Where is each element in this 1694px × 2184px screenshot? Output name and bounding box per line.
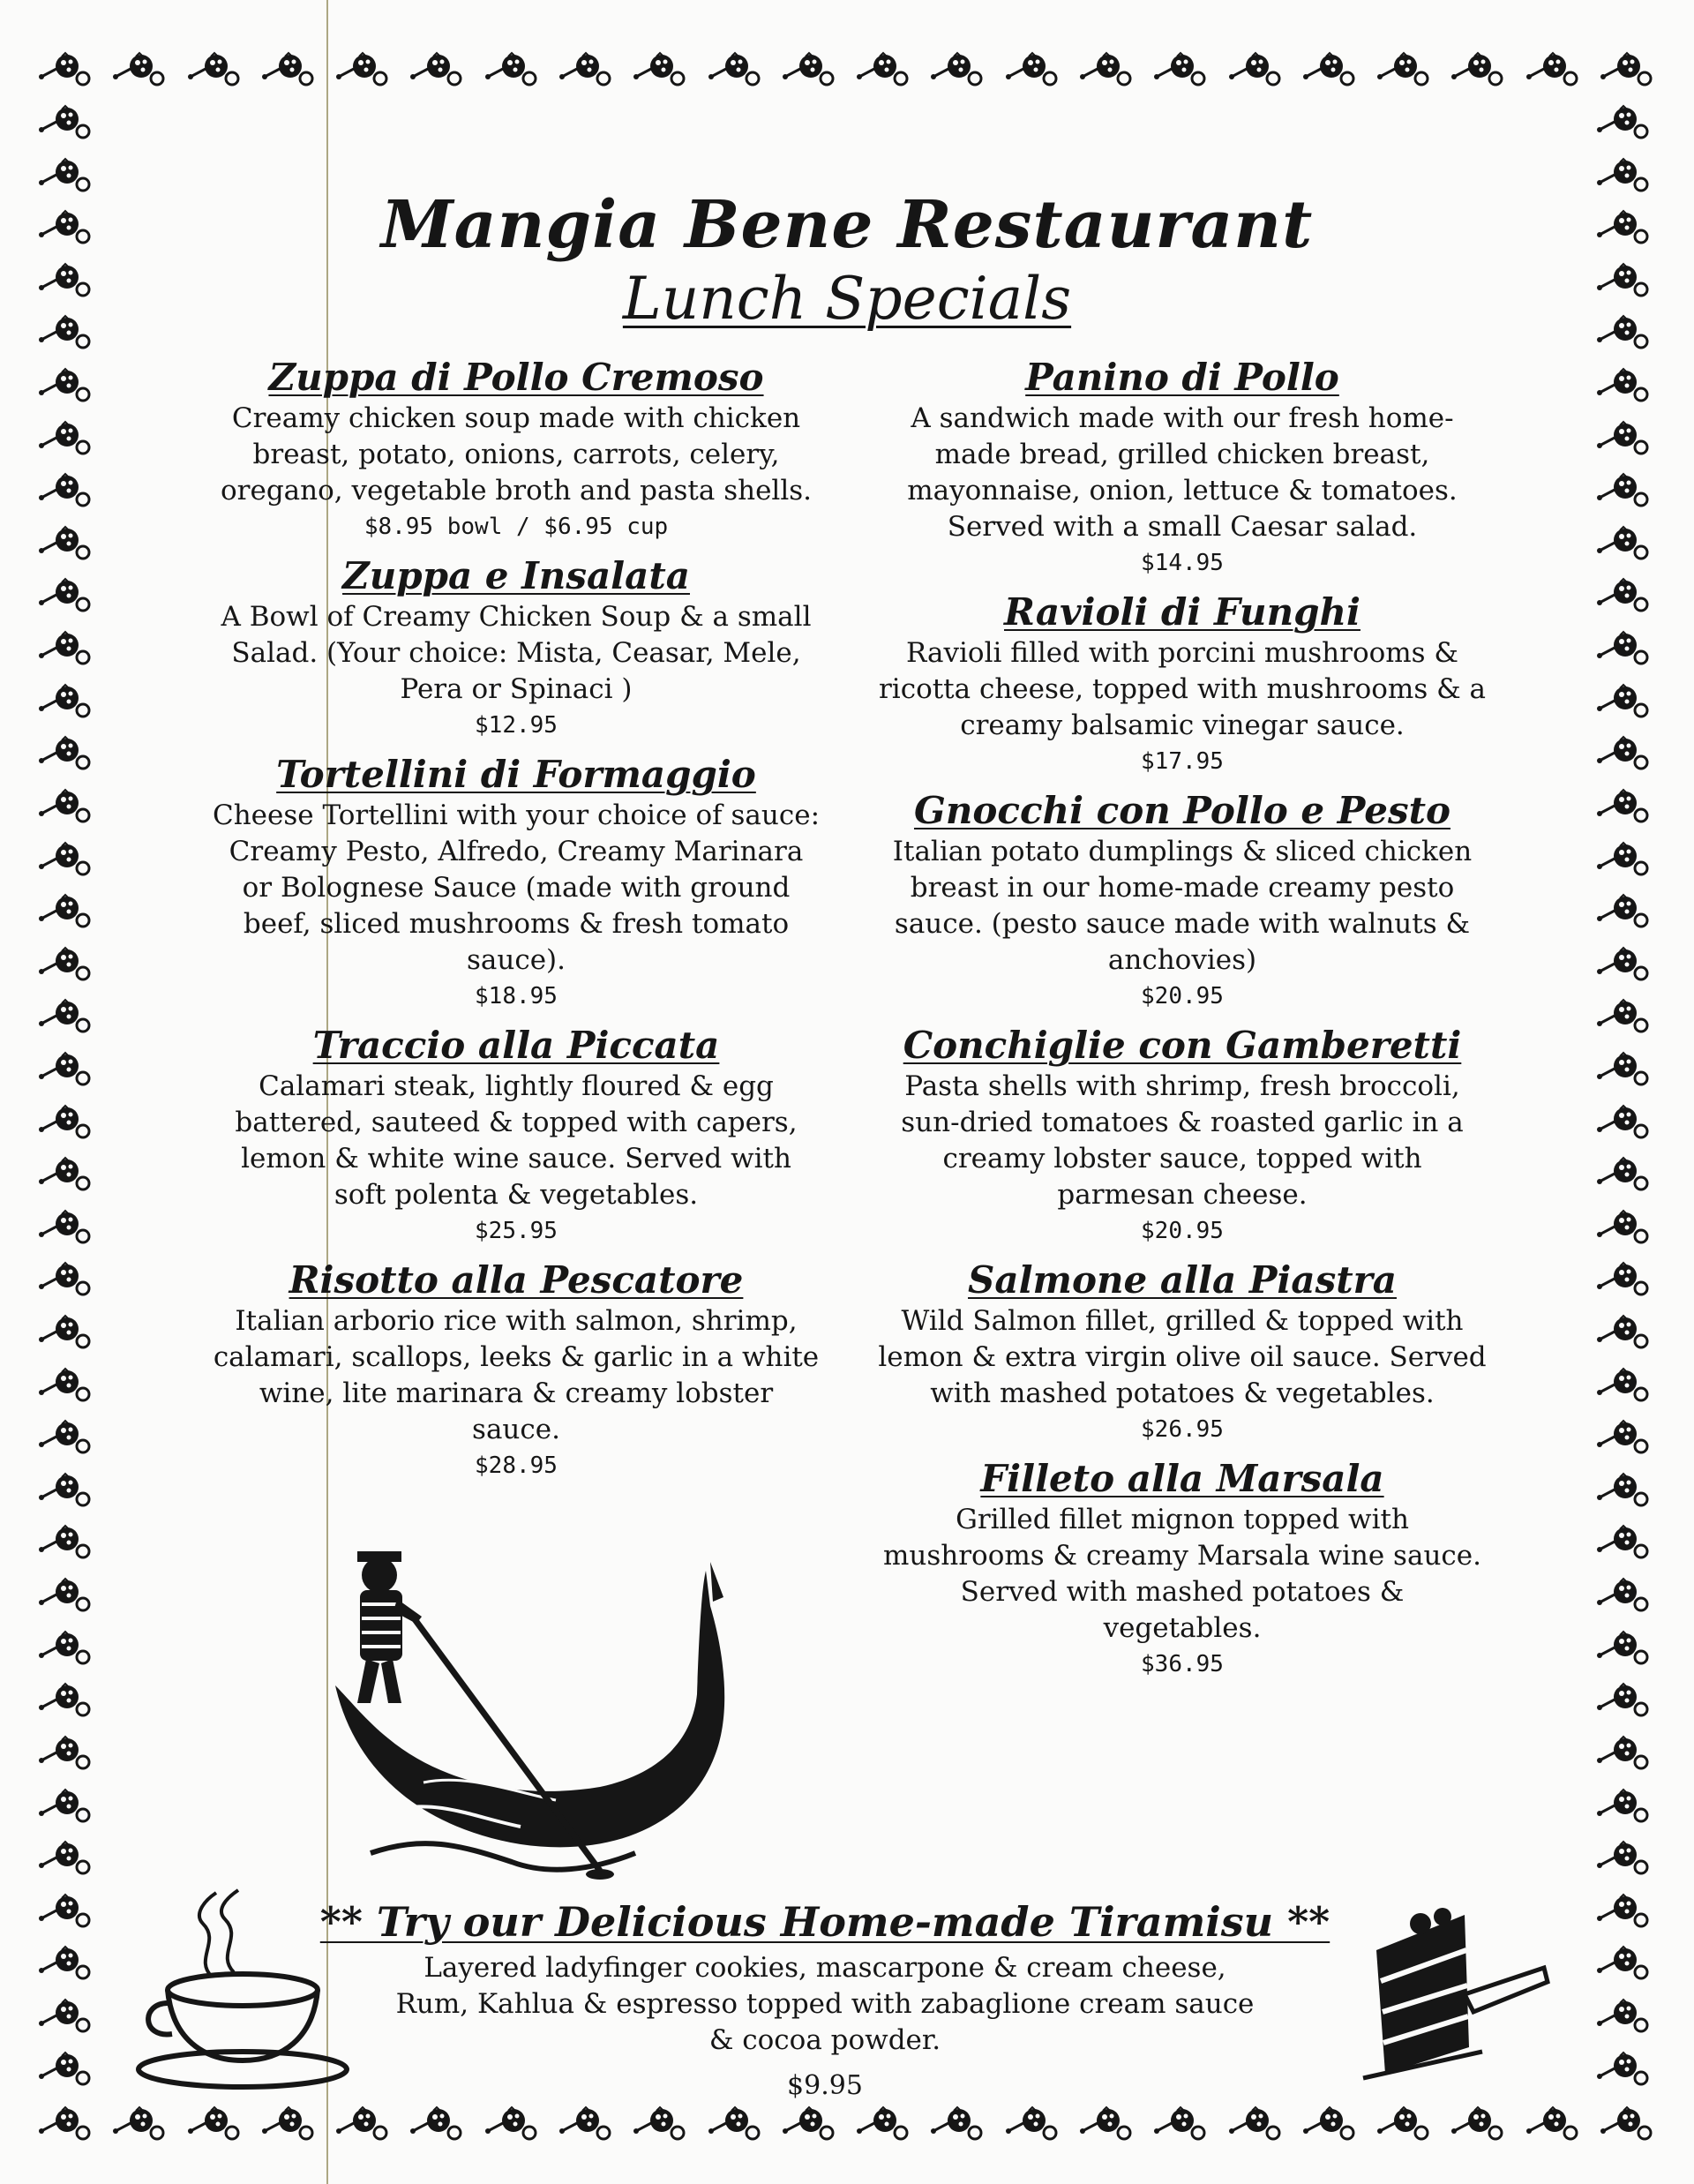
ornament-icon (1595, 1314, 1653, 1353)
item-name: Filleto alla Marsala (980, 1457, 1384, 1500)
menu-item (212, 752, 821, 1012)
ornament-icon (1450, 51, 1508, 90)
ornament-icon (1595, 525, 1653, 564)
ornament-icon (707, 51, 765, 90)
ornament-icon (1301, 51, 1360, 90)
item-description: Grilled fillet mignon topped with mushrooms & creamy Marsala wine sauce. Served with mashed potatoes & vegetables. (883, 1504, 1481, 1644)
item-name: Tortellini di Formaggio (276, 753, 756, 796)
ornament-icon (1595, 1261, 1653, 1300)
ornament-icon (1595, 1945, 1653, 1984)
ornament-icon (37, 1156, 95, 1195)
menu-item (878, 589, 1487, 777)
menu-item (212, 1023, 821, 1247)
item-price: $36.95 (1141, 1651, 1224, 1677)
item-price: $14.95 (1141, 550, 1224, 576)
ornament-icon (37, 841, 95, 880)
item-name: Salmone alla Piastra (968, 1258, 1397, 1302)
ornament-icon (260, 51, 319, 90)
ornament-icon (37, 1209, 95, 1248)
ornament-icon (1595, 1893, 1653, 1932)
dessert-section (318, 1897, 1332, 2106)
item-price: $8.95 bowl / $6.95 cup (364, 514, 669, 540)
ornament-icon (1595, 1051, 1653, 1090)
ornament-icon (1595, 1367, 1653, 1406)
ornament-icon (483, 2105, 542, 2144)
ornament-icon (37, 1893, 95, 1932)
menu-item (878, 355, 1487, 579)
ornament-icon (1375, 2105, 1434, 2144)
item-description: Creamy chicken soup made with chicken breast, potato, onions, carrots, celery, oregano, vegetable broth and pasta shells. (220, 402, 813, 507)
ornament-icon (1595, 1524, 1653, 1563)
ornament-icon (1301, 2105, 1360, 2144)
ornament-icon (929, 2105, 987, 2144)
ornament-icon (1595, 1998, 1653, 2037)
item-price: $25.95 (475, 1218, 558, 1244)
ornament-icon (781, 51, 839, 90)
ornament-icon (1004, 51, 1062, 90)
ornament-border-top (37, 51, 1657, 106)
ornament-icon (1599, 51, 1657, 90)
ornament-icon (37, 1682, 95, 1721)
item-description: Pasta shells with shrimp, fresh broccoli, sun-dried tomatoes & roasted garlic in a creamy lobster sauce, topped with parmesan cheese. (901, 1070, 1464, 1211)
ornament-icon (1599, 2105, 1657, 2144)
ornament-icon (37, 525, 95, 564)
ornament-icon (1595, 1682, 1653, 1721)
ornament-border-bottom (37, 2105, 1657, 2160)
item-price: $12.95 (475, 712, 558, 739)
ornament-icon (186, 2105, 244, 2144)
item-description: A Bowl of Creamy Chicken Soup & a small Salad. (Your choice: Mista, Ceasar, Mele, Pera or Spinaci ) (221, 601, 812, 705)
ornament-icon (111, 51, 169, 90)
ornament-icon (483, 51, 542, 90)
ornament-icon (186, 51, 244, 90)
ornament-icon (37, 2105, 95, 2144)
ornament-icon (1525, 2105, 1583, 2144)
ornament-icon (1595, 998, 1653, 1037)
ornament-icon (1152, 2105, 1211, 2144)
ornament-icon (1227, 51, 1285, 90)
ornament-icon (37, 1998, 95, 2037)
ornament-icon (37, 1524, 95, 1563)
ornament-icon (334, 51, 393, 90)
ornament-icon (37, 1840, 95, 1879)
ornament-icon (1450, 2105, 1508, 2144)
item-description: Italian arborio rice with salmon, shrimp, calamari, scallops, leeks & garlic in a white wine, lite marinara & creamy lobster sauce. (213, 1305, 820, 1445)
ornament-icon (1152, 51, 1211, 90)
ornament-icon (781, 2105, 839, 2144)
item-name: Panino di Pollo (1025, 356, 1339, 399)
ornament-icon (1595, 1472, 1653, 1511)
ornament-icon (37, 946, 95, 985)
gondola-illustration (318, 1535, 759, 1888)
ornament-icon (409, 2105, 467, 2144)
ornament-icon (929, 51, 987, 90)
ornament-icon (1595, 1840, 1653, 1879)
ornament-icon (1525, 51, 1583, 90)
ornament-icon (1595, 367, 1653, 406)
ornament-icon (37, 683, 95, 722)
dessert-description: Layered ladyfinger cookies, mascarpone & cream cheese, Rum, Kahlua & espresso topped with zabaglione cream sauce & cocoa powder. (395, 1952, 1255, 2056)
ornament-icon (334, 2105, 393, 2144)
ornament-icon (37, 1314, 95, 1353)
ornament-icon (1595, 104, 1653, 143)
ornament-icon (1595, 1104, 1653, 1143)
item-description: Wild Salmon fillet, grilled & topped with lemon & extra virgin olive oil sauce. Served with mashed potatoes & vegetables. (878, 1305, 1487, 1409)
ornament-icon (37, 1945, 95, 1984)
ornament-icon (1595, 577, 1653, 616)
item-price: $20.95 (1141, 1218, 1224, 1244)
ornament-icon (37, 420, 95, 459)
ornament-icon (1595, 788, 1653, 827)
ornament-icon (37, 1104, 95, 1143)
item-name: Traccio alla Piccata (312, 1024, 720, 1067)
ornament-icon (707, 2105, 765, 2144)
menu-item (878, 1023, 1487, 1247)
ornament-icon (632, 51, 690, 90)
item-price: $18.95 (475, 983, 558, 1009)
menu-item (212, 355, 821, 543)
ornament-icon (37, 998, 95, 1037)
ornament-icon (37, 2051, 95, 2090)
ornament-icon (37, 1472, 95, 1511)
ornament-icon (409, 51, 467, 90)
ornament-icon (37, 1367, 95, 1406)
ornament-icon (1595, 630, 1653, 669)
ornament-icon (1595, 2051, 1653, 2090)
ornament-icon (37, 51, 95, 90)
ornament-icon (37, 1051, 95, 1090)
item-price: $20.95 (1141, 983, 1224, 1009)
ornament-icon (1004, 2105, 1062, 2144)
item-name: Ravioli di Funghi (1004, 590, 1360, 634)
item-name: Conchiglie con Gamberetti (903, 1024, 1462, 1067)
ornament-icon (111, 2105, 169, 2144)
ornament-icon (1595, 1788, 1653, 1827)
ornament-icon (1595, 1209, 1653, 1248)
item-name: Risotto alla Pescatore (289, 1258, 744, 1302)
item-name: Zuppa di Pollo Cremoso (268, 356, 764, 399)
item-description: Cheese Tortellini with your choice of sauce: Creamy Pesto, Alfredo, Creamy Marinara or Bolognese Sauce (made with ground beef, sliced mushrooms & fresh tomato sauce). (212, 799, 821, 976)
ornament-icon (1595, 735, 1653, 774)
ornament-icon (1595, 420, 1653, 459)
ornament-icon (37, 1630, 95, 1669)
menu-item (878, 1456, 1487, 1680)
item-description: Calamari steak, lightly floured & egg battered, sauteed & topped with capers, lemon & white wine sauce. Served with soft polenta & vegetables. (235, 1070, 798, 1211)
ornament-icon (1078, 51, 1136, 90)
ornament-icon (558, 2105, 616, 2144)
ornament-icon (1595, 1156, 1653, 1195)
ornament-icon (37, 472, 95, 511)
item-price: $28.95 (475, 1452, 558, 1479)
ornament-border-right (1595, 104, 1657, 2090)
item-price: $17.95 (1141, 748, 1224, 775)
ornament-icon (1595, 1577, 1653, 1616)
ornament-icon (37, 1419, 95, 1458)
ornament-icon (1078, 2105, 1136, 2144)
ornament-icon (37, 788, 95, 827)
item-name: Gnocchi con Pollo e Pesto (913, 789, 1450, 832)
item-price: $26.95 (1141, 1416, 1224, 1443)
ornament-icon (1595, 1630, 1653, 1669)
ornament-icon (1595, 472, 1653, 511)
ornament-icon (1595, 683, 1653, 722)
ornament-icon (1595, 946, 1653, 985)
item-description: Italian potato dumplings & sliced chicken breast in our home-made creamy pesto sauce. (pesto sauce made with walnuts & anchovies) (892, 836, 1473, 976)
restaurant-name: Mangia Bene Restaurant (380, 187, 1314, 263)
ornament-icon (37, 1788, 95, 1827)
ornament-icon (1227, 2105, 1285, 2144)
dessert-price: $9.95 (787, 2070, 863, 2101)
ornament-icon (1375, 51, 1434, 90)
menu-column-right (878, 355, 1487, 1691)
item-description: A sandwich made with our fresh home-made bread, grilled chicken breast, mayonnaise, onion, lettuce & tomatoes. Served with a small Caesar salad. (907, 402, 1458, 543)
ornament-icon (37, 1261, 95, 1300)
menu-item (212, 553, 821, 741)
ornament-icon (37, 577, 95, 616)
ornament-icon (37, 893, 95, 932)
menu-subtitle: Lunch Specials (622, 265, 1072, 333)
ornament-icon (1595, 1419, 1653, 1458)
ornament-icon (558, 51, 616, 90)
item-name: Zuppa e Insalata (342, 554, 690, 597)
cake-slice-icon (1359, 1897, 1553, 2083)
ornament-border-left (37, 104, 99, 2090)
ornament-icon (1595, 841, 1653, 880)
ornament-icon (37, 1577, 95, 1616)
menu-item (878, 1257, 1487, 1445)
menu-item (212, 1257, 821, 1482)
ornament-icon (37, 630, 95, 669)
ornament-icon (260, 2105, 319, 2144)
ornament-icon (37, 735, 95, 774)
menu-column-left (212, 355, 821, 1492)
ornament-icon (37, 104, 95, 143)
ornament-icon (855, 51, 913, 90)
ornament-icon (855, 2105, 913, 2144)
ornament-icon (1595, 893, 1653, 932)
ornament-icon (632, 2105, 690, 2144)
ornament-icon (37, 367, 95, 406)
menu-item (878, 788, 1487, 1012)
ornament-icon (1595, 1735, 1653, 1774)
ornament-icon (37, 1735, 95, 1774)
dessert-title: ** Try our Delicious Home-made Tiramisu ** (319, 1898, 1330, 1946)
item-description: Ravioli filled with porcini mushrooms & ricotta cheese, topped with mushrooms & a creamy balsamic vinegar sauce. (878, 637, 1487, 741)
